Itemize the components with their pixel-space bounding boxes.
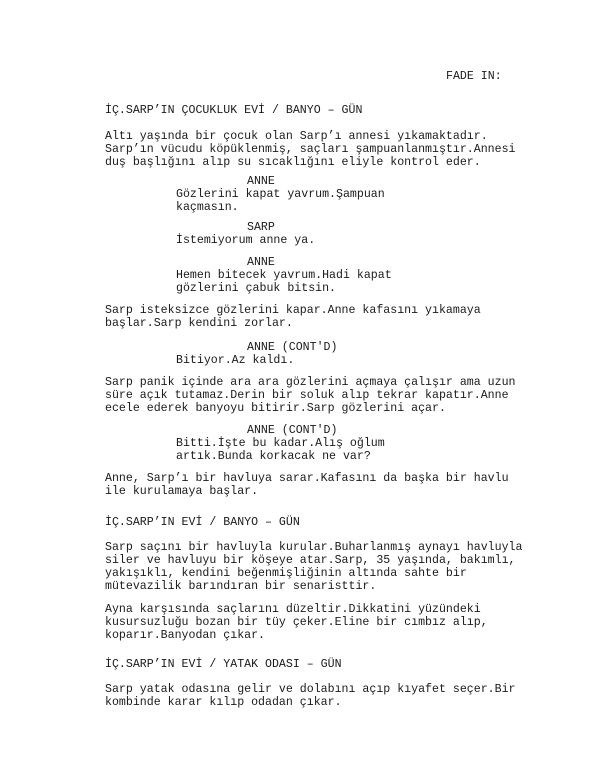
- character-name: SARP: [247, 221, 275, 234]
- dialogue-line: İstemiyorum anne ya.: [176, 234, 316, 247]
- scene-heading: İÇ.SARP’IN ÇOCUKLUK EVİ / BANYO – GÜN: [105, 104, 363, 117]
- action-line: yakışıklı, kendini beğenmişliğinin altında sahte bir: [105, 567, 467, 580]
- dialogue-line: gözlerini çabuk bitsin.: [176, 282, 337, 295]
- action-line: duş başlığını alıp su sıcaklığını eliyle kontrol eder.: [105, 156, 481, 169]
- action-line: Altı yaşında bir çocuk olan Sarp’ı annesi yıkamaktadır.: [105, 130, 488, 143]
- character-name: ANNE (CONT'D): [247, 341, 338, 354]
- action-line: süre açık tutamaz.Derin bir soluk alıp tekrar kapatır.Anne: [105, 389, 509, 402]
- dialogue-line: Gözlerini kapat yavrum.Şampuan: [176, 188, 385, 201]
- action-line: koparır.Banyodan çıkar.: [105, 629, 266, 642]
- character-name: ANNE (CONT'D): [247, 424, 338, 437]
- dialogue-line: Bitti.İşte bu kadar.Alış oğlum: [176, 437, 385, 450]
- dialogue-line: Hemen bitecek yavrum.Hadi kapat: [176, 269, 392, 282]
- action-line: Sarp panik içinde ara ara gözlerini açmaya çalışır ama uzun: [105, 376, 516, 389]
- action-line: Sarp isteksizce gözlerini kapar.Anne kafasını yıkamaya: [105, 304, 481, 317]
- action-line: Anne, Sarp’ı bir havluya sarar.Kafasını da başka bir havlu: [105, 472, 509, 485]
- transition-fade-in: FADE IN:: [446, 70, 502, 83]
- dialogue-line: Bitiyor.Az kaldı.: [176, 354, 295, 367]
- action-line: ile kurulamaya başlar.: [105, 485, 259, 498]
- action-line: siler ve havluyu bir köşeye atar.Sarp, 35 yaşında, bakımlı,: [105, 554, 516, 567]
- dialogue-line: kaçmasın.: [176, 201, 239, 214]
- scene-heading: İÇ.SARP’IN EVİ / YATAK ODASI – GÜN: [105, 658, 342, 671]
- action-line: Sarp’ın vücudu köpüklenmiş, saçları şampuanlanmıştır.Annesi: [105, 143, 516, 156]
- action-line: kombinde karar kılıp odadan çıkar.: [105, 696, 342, 709]
- action-line: Sarp yatak odasına gelir ve dolabını açıp kıyafet seçer.Bir: [105, 683, 516, 696]
- action-line: başlar.Sarp kendini zorlar.: [105, 317, 293, 330]
- action-line: kusursuzluğu bozan bir tüy çeker.Eline bir cımbız alıp,: [105, 616, 488, 629]
- action-line: Sarp saçını bir havluyla kurular.Buharlanmış aynayı havluyla: [105, 541, 523, 554]
- character-name: ANNE: [247, 175, 275, 188]
- dialogue-line: artık.Bunda korkacak ne var?: [176, 450, 371, 463]
- action-line: ecele ederek banyoyu bitirir.Sarp gözlerini açar.: [105, 402, 446, 415]
- action-line: mütevazilik barındıran bir senaristtir.: [105, 580, 377, 593]
- scene-heading: İÇ.SARP’IN EVİ / BANYO – GÜN: [105, 516, 300, 529]
- action-line: Ayna karşısında saçlarını düzeltir.Dikkatini yüzündeki: [105, 603, 481, 616]
- character-name: ANNE: [247, 256, 275, 269]
